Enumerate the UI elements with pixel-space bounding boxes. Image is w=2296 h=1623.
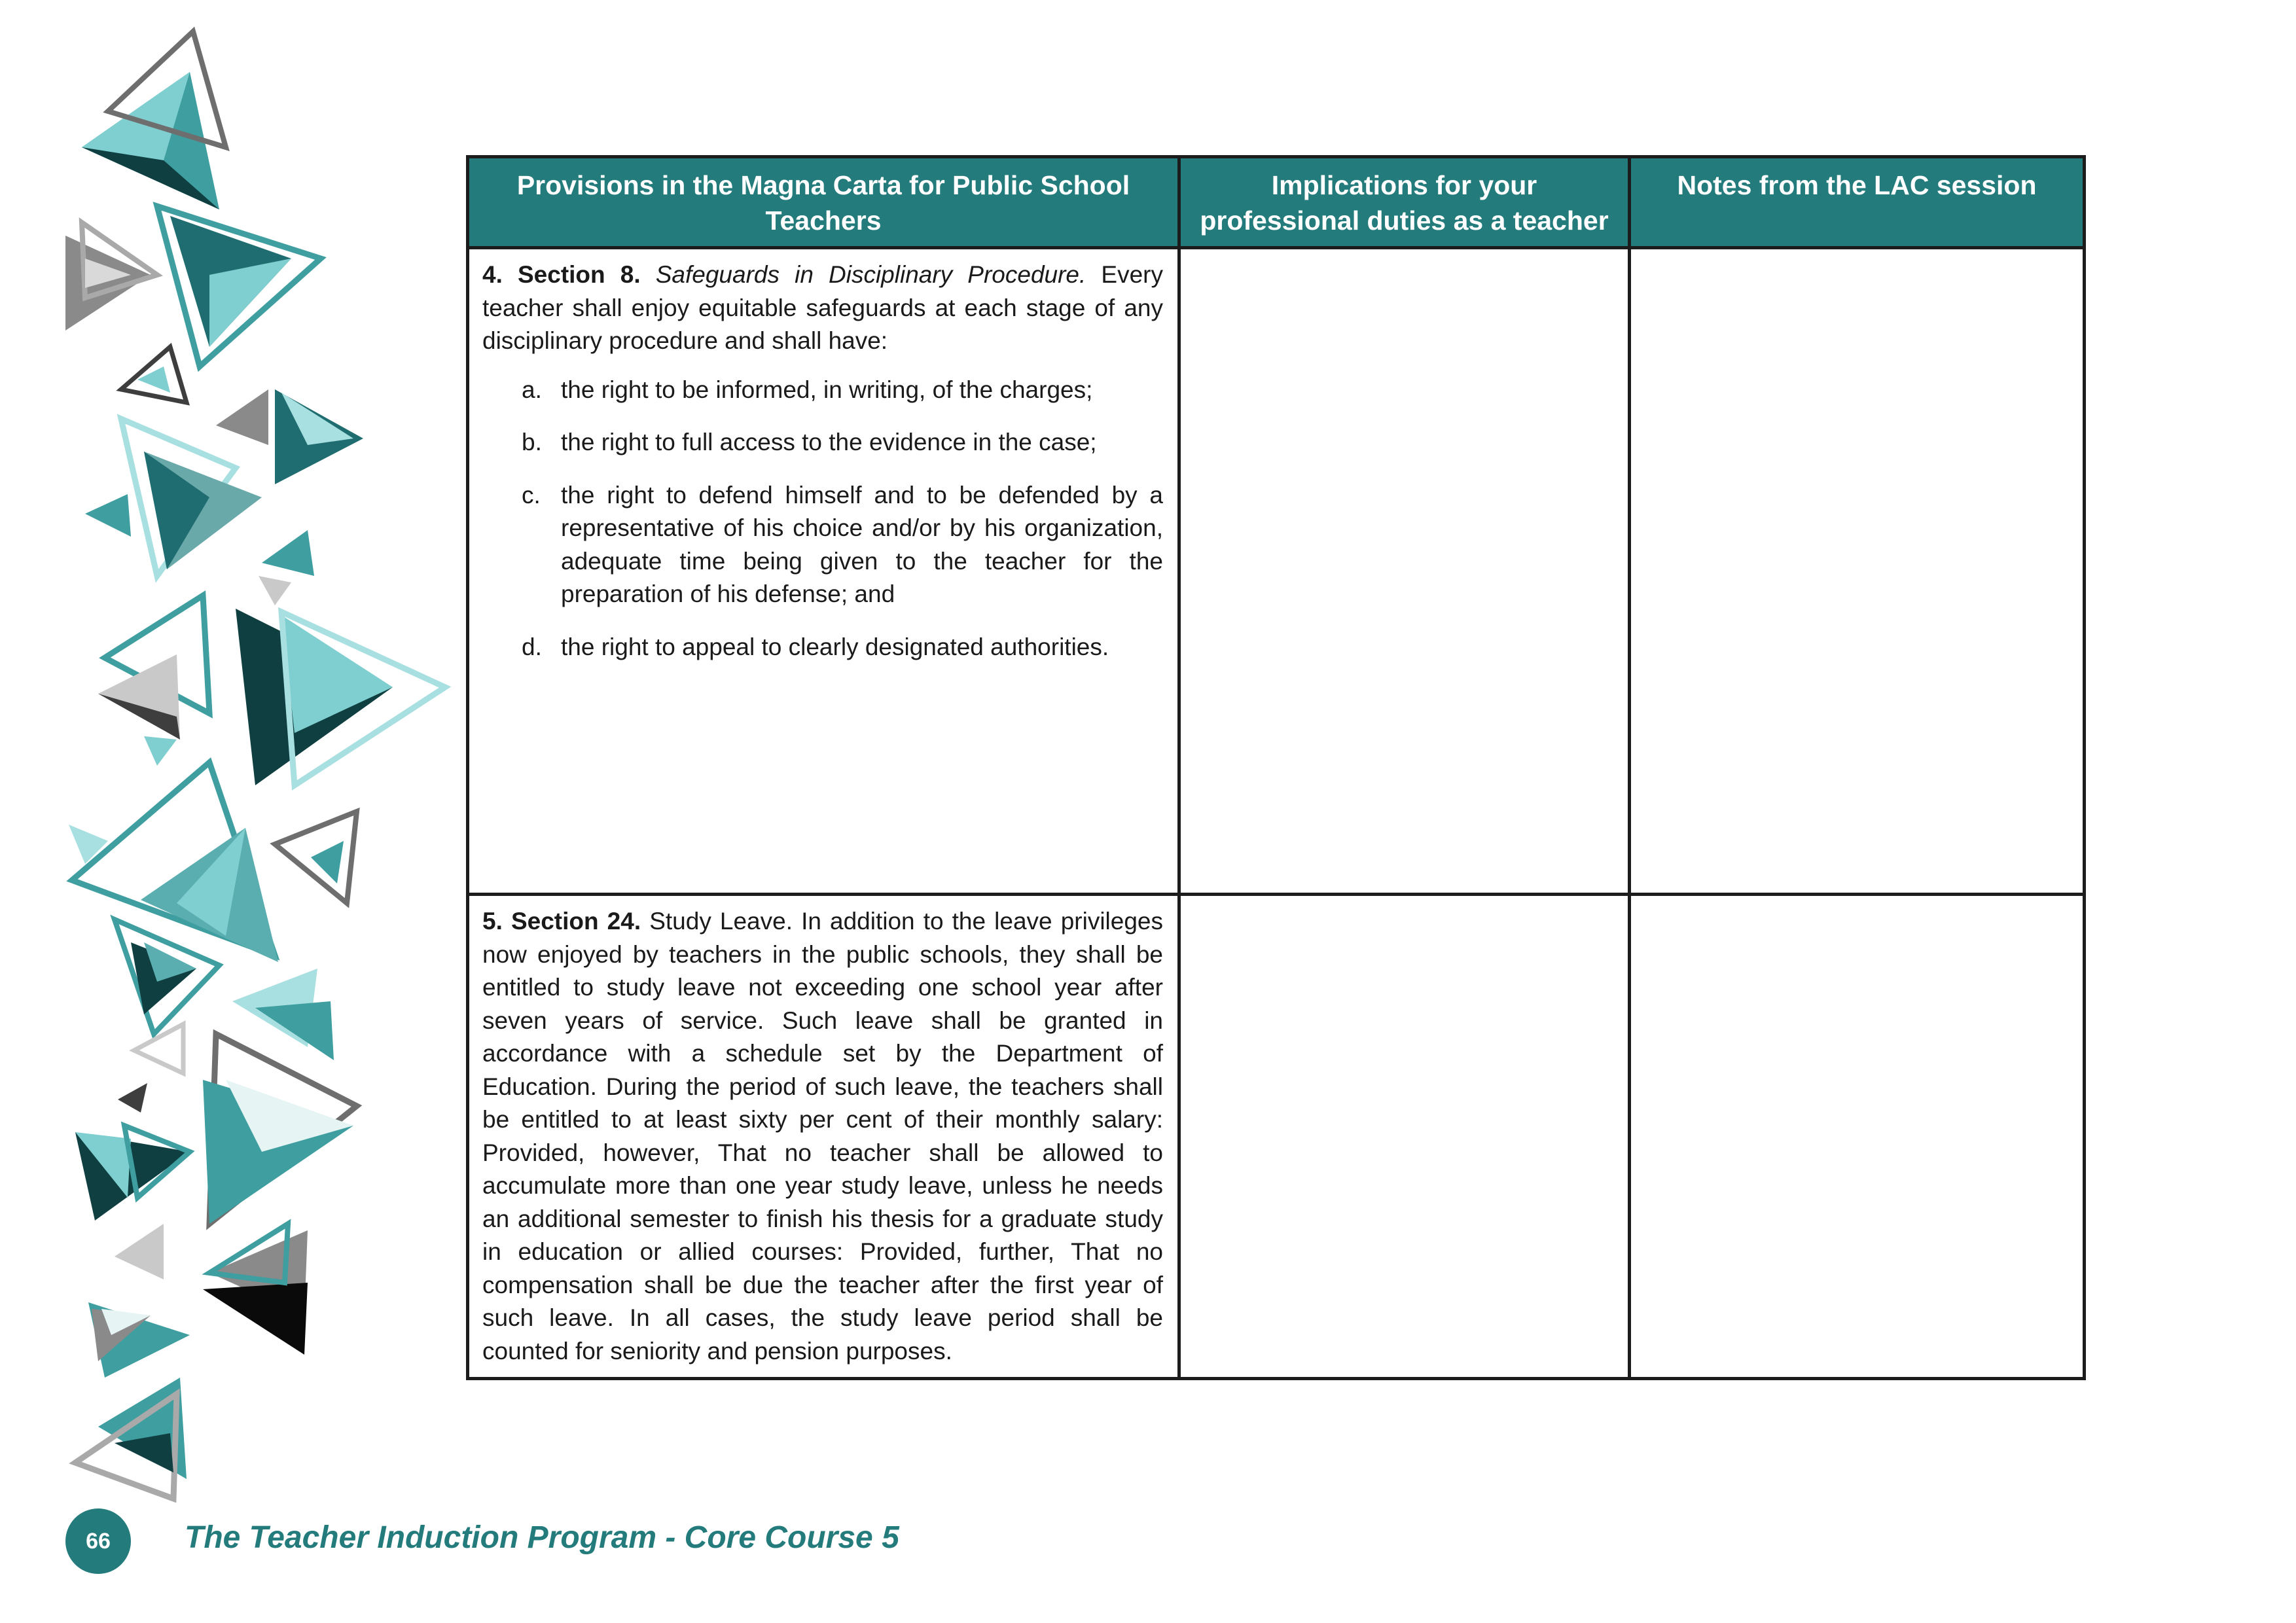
provision-cell <box>468 895 1179 1379</box>
provision-body <box>482 905 1163 1368</box>
decorative-triangle-pattern <box>0 0 471 1505</box>
list-item <box>482 374 1163 407</box>
list-item-text: the right to be informed, in writing, of the charges; <box>561 376 1093 403</box>
provision-intro <box>482 259 1163 358</box>
list-item-label: b. <box>522 429 542 455</box>
table-row <box>468 895 2085 1379</box>
provision-body-text: Study Leave. In addition to the leave privileges now enjoyed by teachers in the public schools, they shall be entitled to study leave not exceeding one school year after seven years of service. Such leave shall be granted in accordance with a schedule set by the Department of Education. During the period of such leave, the teachers shall be entitled to at least sixty per cent of their monthly salary: Provided, however, That no teacher shall be allowed to accumulate more than one year study leave, unless he needs an additional semester to finish his thesis for a graduate study in education or allied courses: Provided, further, That no compensation shall be due the teacher after the first year of such leave. In all cases, the study leave period shall be counted for seniority and pension purposes. <box>482 908 1164 1364</box>
header-notes: Notes from the LAC session <box>1630 157 2085 248</box>
list-item <box>482 479 1163 611</box>
provision-intro-text: Every teacher shall enjoy equitable safeguards at each stage of any disciplinary procedure and shall have: <box>482 261 1163 354</box>
provision-title: Safeguards in Disciplinary Procedure. <box>655 261 1086 288</box>
table-row <box>468 248 2085 895</box>
table-header-row <box>468 157 2085 248</box>
list-item <box>482 631 1163 664</box>
page-number-badge: 66 <box>65 1508 131 1574</box>
list-item-text: the right to appeal to clearly designated authorities. <box>561 633 1109 660</box>
notes-cell[interactable] <box>1630 248 2085 895</box>
magna-carta-worksheet-table <box>466 155 2086 1380</box>
list-item-label: a. <box>522 376 542 403</box>
list-item-text: the right to defend himself and to be defended by a representative of his choice and/or by his organization, adequate time being given to the teacher for the preparation of his defense; and <box>561 481 1163 607</box>
rights-list <box>482 374 1163 664</box>
footer-title: The Teacher Induction Program - Core Course 5 <box>185 1520 899 1555</box>
list-item-label: d. <box>522 633 542 660</box>
implications-cell[interactable] <box>1179 248 1630 895</box>
provision-number: 4. Section 8. <box>482 261 641 288</box>
list-item <box>482 426 1163 459</box>
header-implications: Implications for your professional duties as a teacher <box>1179 157 1630 248</box>
implications-cell[interactable] <box>1179 895 1630 1379</box>
header-provisions: Provisions in the Magna Carta for Public School Teachers <box>468 157 1179 248</box>
list-item-text: the right to full access to the evidence in the case; <box>561 429 1097 455</box>
provision-number: 5. Section 24. <box>482 908 641 935</box>
list-item-label: c. <box>522 481 541 508</box>
notes-cell[interactable] <box>1630 895 2085 1379</box>
provision-cell <box>468 248 1179 895</box>
